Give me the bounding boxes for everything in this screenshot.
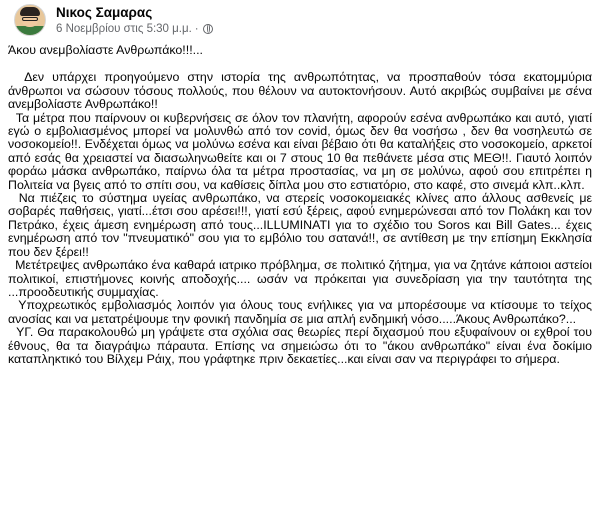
meta-separator: · [194,23,199,35]
globe-icon[interactable] [203,24,213,34]
post-paragraph-greeting: Άκου ανεμβολίαστε Ανθρωπάκο!!!... [8,43,203,57]
post-header [14,4,584,38]
post-paragraph-main: Δεν υπάρχει προηγούμενο στην ιστορία της ανθρωπότητας, να προσπαθούν τόσα εκατομμύρια άνθρωποι να σώσουν τόσους πολλούς, που θέλουν να αυτοκτονήσουν. Αυτό ακριβώς συμβαίνει με σένα ανεμβολίαστε Ανθρωπάκο!! Τα μέτρα που παίρνουν οι κυβερνήσεις σε όλον τον πλανήτη, αφορούν εσένα ανθρωπάκο και αυτό, γιατί εγώ ο εμβολιασμένος μπορεί να μολυνθώ από τον covid, όμως δεν θα νοσήσω , δεν θα νοσηλευτώ σε νοσοκομείο!!. Ενδέχεται όμως να μολύνω εσένα και είναι βέβαιο ότι θα καταλήξεις στο νοσοκομείο, αρκετοί από εσάς θα χρειαστεί να διασωληνωθείτε και οι 7 στους 10 θα πεθάνετε μέσα στις ΜΕΘ!!. Γιαυτό λοιπόν φοράω μάσκα ανθρωπάκο, παίρνω όλα τα μέτρα προστασίας, να μη σε μολύνω, αφού σου επιτρέπει η Πολιτεία να βγεις από το σπίτι σου, να καθίσεις δίπλα μου στο εστιατόριο, στο καφέ, στο σινεμά κλπ..κλπ. Να πιέζεις το σύστημα υγείας ανθρωπάκο, να στερείς νοσοκομειακές κλίνες απο άλλους ασθενείς με σοβαρές παθήσεις, γιατί...έτσι σου αρέσει!!!, γιατί εσύ ξέρεις, αφού ενημερώνεσαι από τον Πολάκη και τον Πετράκο, έχεις άμεση ενημέρωση από τους...ILLUMINATI για το σχέδιο του Soros και Bill Gates... έχεις ενημέρωση από τον "πνευματικό" σου για το εμβόλιο του σατανά!!, σε αντίθεση με την επίσημη Εκκλησία που δεν ξέρει!! Μετέτρεψες ανθρωπάκο ένα καθαρά ιατρικο πρόβλημα, σε πολιτικό ζήτημα, για να ζητάνε κάποιοι αστείοι πολιτικοί, επιστήμονες κοινής αποδοχής.... ωσάν να πρόκειται για συνεδρίαση για την ταυτότητα της ...προοδευτικής συμμαχίας. Υποχρεωτικός εμβολιασμός λοιπόν για όλους τους ενήλικες για να μπορέσουμε να κτίσουμε το τείχος ανοσίας και να μετατρέψουμε την φονική πανδημία σε μια απλή ενδημική νόσο.....Άκους Ανθρωπάκο?... ΥΓ. Θα παρακολουθώ μη γράψετε στα σχόλια σας θεωρίες περί διχασμού που εξυφαίνουν οι εχθροί του έθνους, θα τα διαγράψω πάραυτα. Επίσης να σημειώσω ότι το "άκου ανθρωπάκο" είναι ένα δοκίμιο καταπληκτικό του Βίλχεμ Ράιχ, που γράφτηκε πριν δεκαετίες...και είναι σαν να περιγράφει το σήμερα. [8,70,593,366]
post-body [8,44,592,366]
post-meta [56,22,213,36]
avatar[interactable] [14,4,46,36]
avatar-shirt [15,26,46,36]
author-name[interactable]: Νικος Σαμαρας [56,5,153,20]
avatar-glasses [22,17,38,21]
avatar-hair [20,7,40,16]
post-date[interactable]: 6 Νοεμβρίου στις 5:30 μ.μ. [56,23,192,35]
